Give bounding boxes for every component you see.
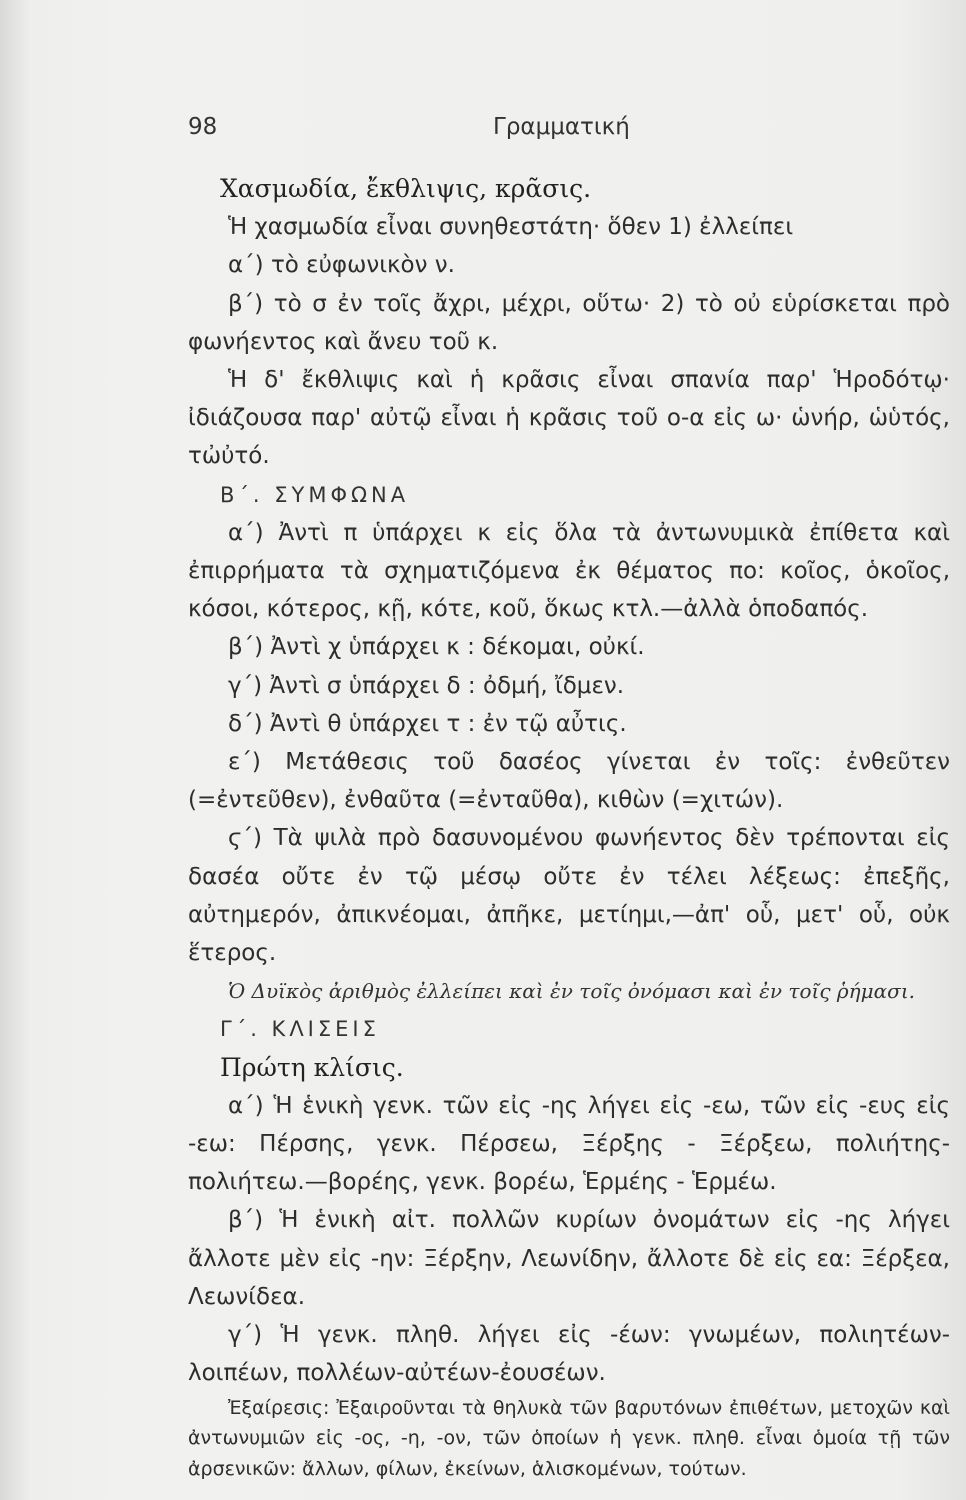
paragraph: γ΄) Ἡ γενκ. πληθ. λήγει εἰς -έων: γνωμέων, πολιητέων-λοιπέων, πολλέων-αὐτέων-ἐουσέων.: [188, 1322, 950, 1387]
paragraph: β΄) τὸ σ ἐν τοῖς ἄχρι, μέχρι, οὕτω· 2) τὸ οὐ εὑρίσκεται πρὸ φωνήεντος καὶ ἄνευ τοῦ κ.: [188, 290, 950, 355]
paragraph: Ἡ χασμωδία εἶναι συνηθεστάτη· ὅθεν 1) ἐλλείπει: [228, 214, 794, 241]
paragraph: β΄) Ἀντὶ χ ὑπάρχει κ : δέκομαι, οὐκί.: [228, 634, 645, 661]
paragraph: α΄) Ἀντὶ π ὑπάρχει κ εἰς ὅλα τὰ ἀντωνυμικὰ ἐπίθετα καὶ ἐπιρρήματα τὰ σχηματιζόμενα ἐκ θέματος πο: κοῖος, ὁκοῖος, κόσοι, κότερος, κῇ, κότε, κοῦ, ὅκως κτλ.—ἀλλὰ ὁποδαπός.: [188, 519, 950, 623]
section-heading-consonants: Β΄. ΣΥΜΦΩΝΑ: [220, 482, 410, 507]
running-title: Γραμματική: [493, 114, 630, 140]
paragraph: ε΄) Μετάθεσις τοῦ δασέος γίνεται ἐν τοῖς: ἐνθεῦτεν (=ἐντεῦθεν), ἐνθαῦτα (=ἐνταῦθα), κιθὼν (=χιτών).: [188, 749, 950, 814]
page-number: 98: [188, 114, 218, 140]
paragraph: β΄) Ἡ ἑνικὴ αἰτ. πολλῶν κυρίων ὀνομάτων εἰς -ης λήγει ἄλλοτε μὲν εἰς -ην: Ξέρξην, Λεωνίδην, ἄλλοτε δὲ εἰς εα: Ξέρξεα, Λεωνίδεα.: [188, 1207, 950, 1310]
paragraph: γ΄) Ἀντὶ σ ὑπάρχει δ : ὀδμή, ἴδμεν.: [228, 672, 625, 699]
exceptions-note: Ἐξαίρεσις: Ἐξαιροῦνται τὰ θηλυκὰ τῶν βαρυτόνων ἐπιθέτων, μετοχῶν καὶ ἀντωνυμιῶν εἰς -ος, -η, -ον, τῶν ὁποίων ἡ γενκ. πληθ. εἶναι ὁμοία τῇ τῶν ἀρσενικῶν: ἄλλων, φίλων, ἐκείνων, ἁλισκομένων, τούτων.: [188, 1396, 950, 1480]
paragraph: α΄) τὸ εὐφωνικὸν ν.: [228, 252, 455, 279]
paragraph: δ΄) Ἀντὶ θ ὑπάρχει τ : ἐν τῷ αὖτις.: [228, 710, 627, 737]
section-heading-declensions: Γ΄. ΚΛΙΣΕΙΣ: [220, 1017, 380, 1042]
subsection-heading-first-declension: Πρώτη κλίσις.: [220, 1052, 404, 1082]
paragraph: Ἡ δ' ἔκθλιψις καὶ ἡ κρᾶσις εἶναι σπανία παρ' Ἡροδότῳ· ἰδιάζουσα παρ' αὐτῷ εἶναι ἡ κρᾶσις τοῦ ο-α εἰς ω· ὡνήρ, ὡὑτός, τὠὐτό.: [188, 367, 950, 470]
page-body: [188, 170, 950, 1484]
paragraph: α΄) Ἡ ἑνικὴ γενκ. τῶν εἰς -ης λήγει εἰς -εω, τῶν εἰς -ευς εἰς -εω: Πέρσης, γενκ. Πέρσεω, Ξέρξης - Ξέρξεω, πολιήτης-πολιήτεω.—βορέης, γενκ. βορέω, Ἑρμέης - Ἑρμέω.: [188, 1092, 950, 1196]
section-heading-hiatus: Χασμωδία, ἔκθλιψις, κρᾶσις.: [220, 174, 592, 203]
dual-number-note: Ὁ Δυϊκὸς ἀριθμὸς ἐλλείπει καὶ ἐν τοῖς ὀνόμασι καὶ ἐν τοῖς ῥήμασι.: [228, 979, 916, 1004]
paragraph: ϛ΄) Τὰ ψιλὰ πρὸ δασυνομένου φωνήεντος δὲν τρέπονται εἰς δασέα οὔτε ἐν τῷ μέσῳ οὔτε ἐν τέλει λέξεως: ἐπεξῆς, αὐτημερόν, ἀπικνέομαι, ἀπῆκε, μετίημι,—ἀπ' οὗ, μετ' οὗ, οὐκ ἕτερος.: [188, 825, 950, 967]
